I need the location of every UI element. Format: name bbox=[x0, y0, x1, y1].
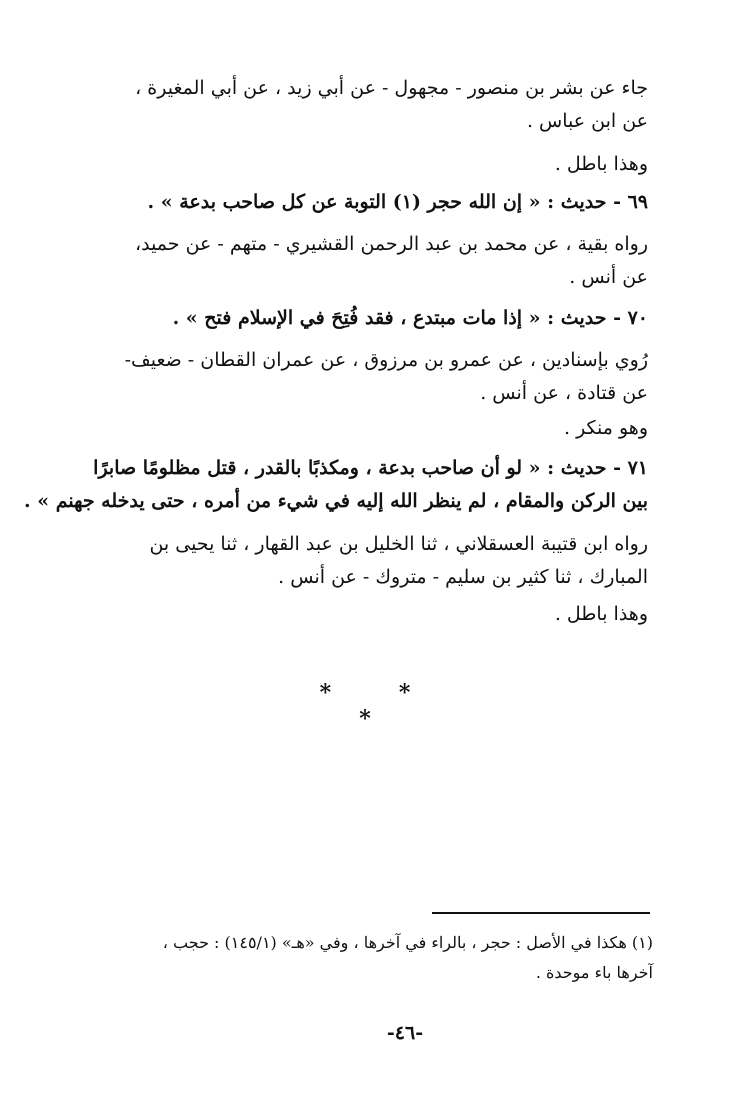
paragraph-2 bbox=[108, 148, 648, 181]
footnote-divider bbox=[432, 912, 650, 914]
paragraph-6 bbox=[108, 344, 648, 410]
text-line: ٧٠ - حديث : « إذا مات مبتدع ، فقد فُتِحَ في الإسلام فتح » . bbox=[172, 307, 648, 329]
text-line: ٦٩ - حديث : « إن الله حجر (١) التوبة عن كل صاحب بدعة » . bbox=[147, 191, 648, 213]
text-line: عن ابن عباس . bbox=[526, 110, 648, 132]
text-line: المبارك ، ثنا كثير بن سليم - متروك - عن أنس . bbox=[278, 566, 648, 588]
footnote-line: آخرها باء موحدة . bbox=[535, 963, 653, 982]
text-line: عن أنس . bbox=[569, 266, 648, 288]
paragraph-9 bbox=[108, 528, 648, 594]
section-separator: * * * bbox=[319, 680, 441, 732]
text-line: بين الركن والمقام ، لم ينظر الله إليه في شيء من أمره ، حتى يدخله جهنم » . bbox=[23, 490, 648, 512]
text-line: وهذا باطل . bbox=[554, 153, 648, 175]
hadith-70-heading bbox=[108, 302, 648, 335]
text-line: ٧١ - حديث : « لو أن صاحب بدعة ، ومكذبًا بالقدر ، قتل مظلومًا صابرًا bbox=[93, 457, 648, 479]
text-line: رواه ابن قتيبة العسقلاني ، ثنا الخليل بن عبد القهار ، ثنا يحيى بن bbox=[149, 533, 648, 555]
paragraph-7 bbox=[108, 412, 648, 445]
paragraph-1 bbox=[108, 72, 648, 138]
text-line: رُوي بإسنادين ، عن عمرو بن مرزوق ، عن عمران القطان - ضعيف- bbox=[124, 349, 648, 371]
page-number: -٤٦- bbox=[386, 1022, 424, 1044]
text-line: رواه بقية ، عن محمد بن عبد الرحمن القشيري - متهم - عن حميد، bbox=[134, 233, 648, 255]
footnote-line: (١) هكذا في الأصل : حجر ، بالراء في آخرها ، وفي «هـ» (١٤٥/١) : حجب ، bbox=[162, 933, 653, 952]
hadith-69-heading bbox=[108, 186, 648, 219]
text-line: عن قتادة ، عن أنس . bbox=[480, 382, 648, 404]
text-line: وهو منكر . bbox=[563, 417, 648, 439]
footnote bbox=[108, 928, 653, 988]
paragraph-4 bbox=[108, 228, 648, 294]
paragraph-10 bbox=[108, 598, 648, 631]
text-line: وهذا باطل . bbox=[554, 603, 648, 625]
hadith-71-heading bbox=[23, 452, 648, 518]
text-line: جاء عن بشر بن منصور - مجهول - عن أبي زيد ، عن أبي المغيرة ، bbox=[135, 77, 648, 99]
